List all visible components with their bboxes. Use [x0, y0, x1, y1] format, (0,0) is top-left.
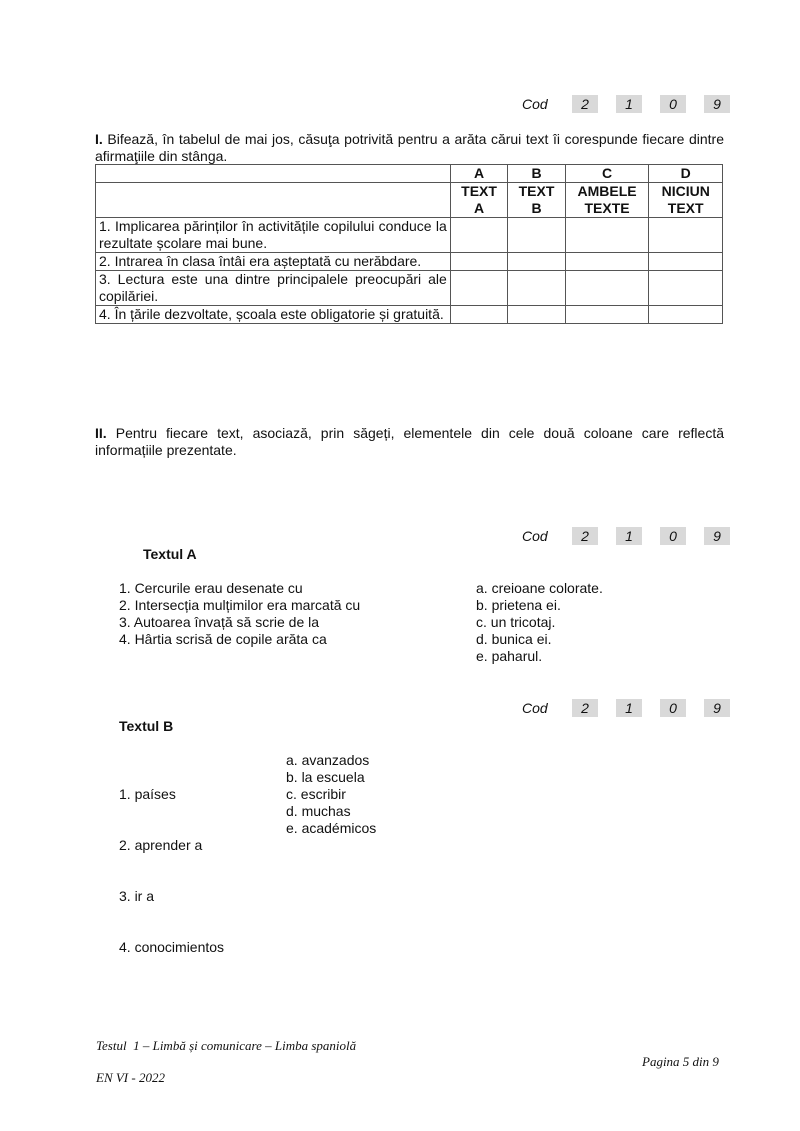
match-item[interactable]: 4. conocimientos [119, 939, 225, 955]
text-b-right-column [286, 752, 376, 837]
match-item[interactable]: 3. Autoarea învață să scrie de la [119, 614, 320, 630]
table-row [96, 218, 723, 253]
header-empty-cell [96, 183, 451, 218]
code-digit: 0 [660, 699, 686, 717]
match-option[interactable]: e. académicos [286, 820, 377, 836]
code-digit: 2 [572, 699, 598, 717]
match-option[interactable]: e. paharul. [476, 648, 543, 664]
table-header-labels [96, 183, 723, 218]
checkbox-cell-b[interactable] [508, 218, 565, 253]
header-empty-cell [96, 165, 451, 183]
match-item[interactable]: 2. aprender a [119, 837, 203, 853]
checkbox-cell-d[interactable] [649, 253, 723, 271]
section1-instruction [95, 131, 724, 165]
checkbox-cell-b[interactable] [508, 306, 565, 324]
section1-text: Bifează, în tabelul de mai jos, căsuţa potrivită pentru a arăta cărui text îi corespunde fiecare dintre afirmaţiile din stânga. [95, 131, 724, 164]
checkbox-cell-d[interactable] [649, 271, 723, 306]
table-row [96, 271, 723, 306]
statement-cell: 2. Intrarea în clasa întâi era așteptată cu nerăbdare. [96, 253, 451, 271]
statement-cell: 4. În țările dezvoltate, școala este obligatorie și gratuită. [96, 306, 451, 324]
checkbox-cell-c[interactable] [565, 306, 649, 324]
match-option[interactable]: b. prietena ei. [476, 597, 561, 613]
statement-cell: 3. Lectura este una dintre principalele preocupări ale copilăriei. [96, 271, 451, 306]
match-option[interactable]: b. la escuela [286, 769, 365, 785]
match-item[interactable]: 3. ir a [119, 888, 155, 904]
code-label: Cod [522, 96, 548, 112]
section2-number: II. [95, 425, 107, 441]
col-label: TEXT A [450, 183, 507, 218]
text-a-title: Textul A [143, 546, 197, 562]
table-header-letters [96, 165, 723, 183]
col-label: TEXT B [508, 183, 565, 218]
code-digit: 0 [660, 527, 686, 545]
checkbox-cell-d[interactable] [649, 306, 723, 324]
section1-number: I. [95, 131, 103, 147]
code-label: Cod [522, 528, 548, 544]
match-option[interactable]: d. bunica ei. [476, 631, 552, 647]
footer-test-name: Testul 1 – Limbă și comunicare – Limba spaniolă [96, 1038, 357, 1053]
code-digit: 9 [704, 699, 730, 717]
match-item[interactable]: 1. Cercurile erau desenate cu [119, 580, 303, 596]
match-item[interactable]: 2. Intersecția mulțimilor era marcată cu [119, 597, 361, 613]
match-item[interactable]: 4. Hârtia scrisă de copile arăta ca [119, 631, 327, 647]
code-digit: 1 [616, 95, 642, 113]
checkbox-cell-c[interactable] [565, 218, 649, 253]
col-letter: D [649, 165, 723, 183]
checkbox-cell-a[interactable] [450, 218, 507, 253]
checkbox-cell-b[interactable] [508, 271, 565, 306]
code-box [522, 526, 732, 546]
checkbox-cell-c[interactable] [565, 271, 649, 306]
col-letter: C [565, 165, 649, 183]
match-item[interactable]: 1. países [119, 786, 176, 802]
code-box [522, 698, 732, 718]
match-option[interactable]: d. muchas [286, 803, 351, 819]
checkbox-cell-d[interactable] [649, 218, 723, 253]
section2-text: Pentru fiecare text, asociază, prin săgeți, elementele din cele două coloane care reflectă informațiile prezentate. [95, 425, 725, 458]
section2-instruction [95, 425, 724, 459]
statement-cell: 1. Implicarea părinților în activitățile copilului conduce la rezultate școlare mai bune. [96, 218, 451, 253]
code-box [522, 94, 732, 114]
text-a-left-column [119, 580, 360, 648]
match-option[interactable]: a. avanzados [286, 752, 370, 768]
checkbox-cell-a[interactable] [450, 253, 507, 271]
table-row [96, 306, 723, 324]
code-digit: 9 [704, 527, 730, 545]
footer-exam: EN VI - 2022 [96, 1070, 165, 1085]
code-label: Cod [522, 700, 548, 716]
checkbox-cell-a[interactable] [450, 271, 507, 306]
text-b-left-column [119, 752, 224, 973]
code-digit: 0 [660, 95, 686, 113]
table-row [96, 253, 723, 271]
col-letter: B [508, 165, 565, 183]
col-label: NICIUN TEXT [649, 183, 723, 218]
text-a-right-column [476, 580, 603, 665]
match-option[interactable]: a. creioane colorate. [476, 580, 603, 596]
match-option[interactable]: c. escribir [286, 786, 346, 802]
code-digit: 1 [616, 699, 642, 717]
answer-table [95, 164, 723, 324]
code-digit: 2 [572, 95, 598, 113]
code-digit: 1 [616, 527, 642, 545]
col-label: AMBELE TEXTE [565, 183, 649, 218]
code-digit: 9 [704, 95, 730, 113]
col-letter: A [450, 165, 507, 183]
checkbox-cell-a[interactable] [450, 306, 507, 324]
text-b-title: Textul B [119, 718, 174, 734]
checkbox-cell-c[interactable] [565, 253, 649, 271]
code-digit: 2 [572, 527, 598, 545]
checkbox-cell-b[interactable] [508, 253, 565, 271]
match-option[interactable]: c. un tricotaj. [476, 614, 556, 630]
footer-page-number: Pagina 5 din 9 [642, 1054, 719, 1069]
